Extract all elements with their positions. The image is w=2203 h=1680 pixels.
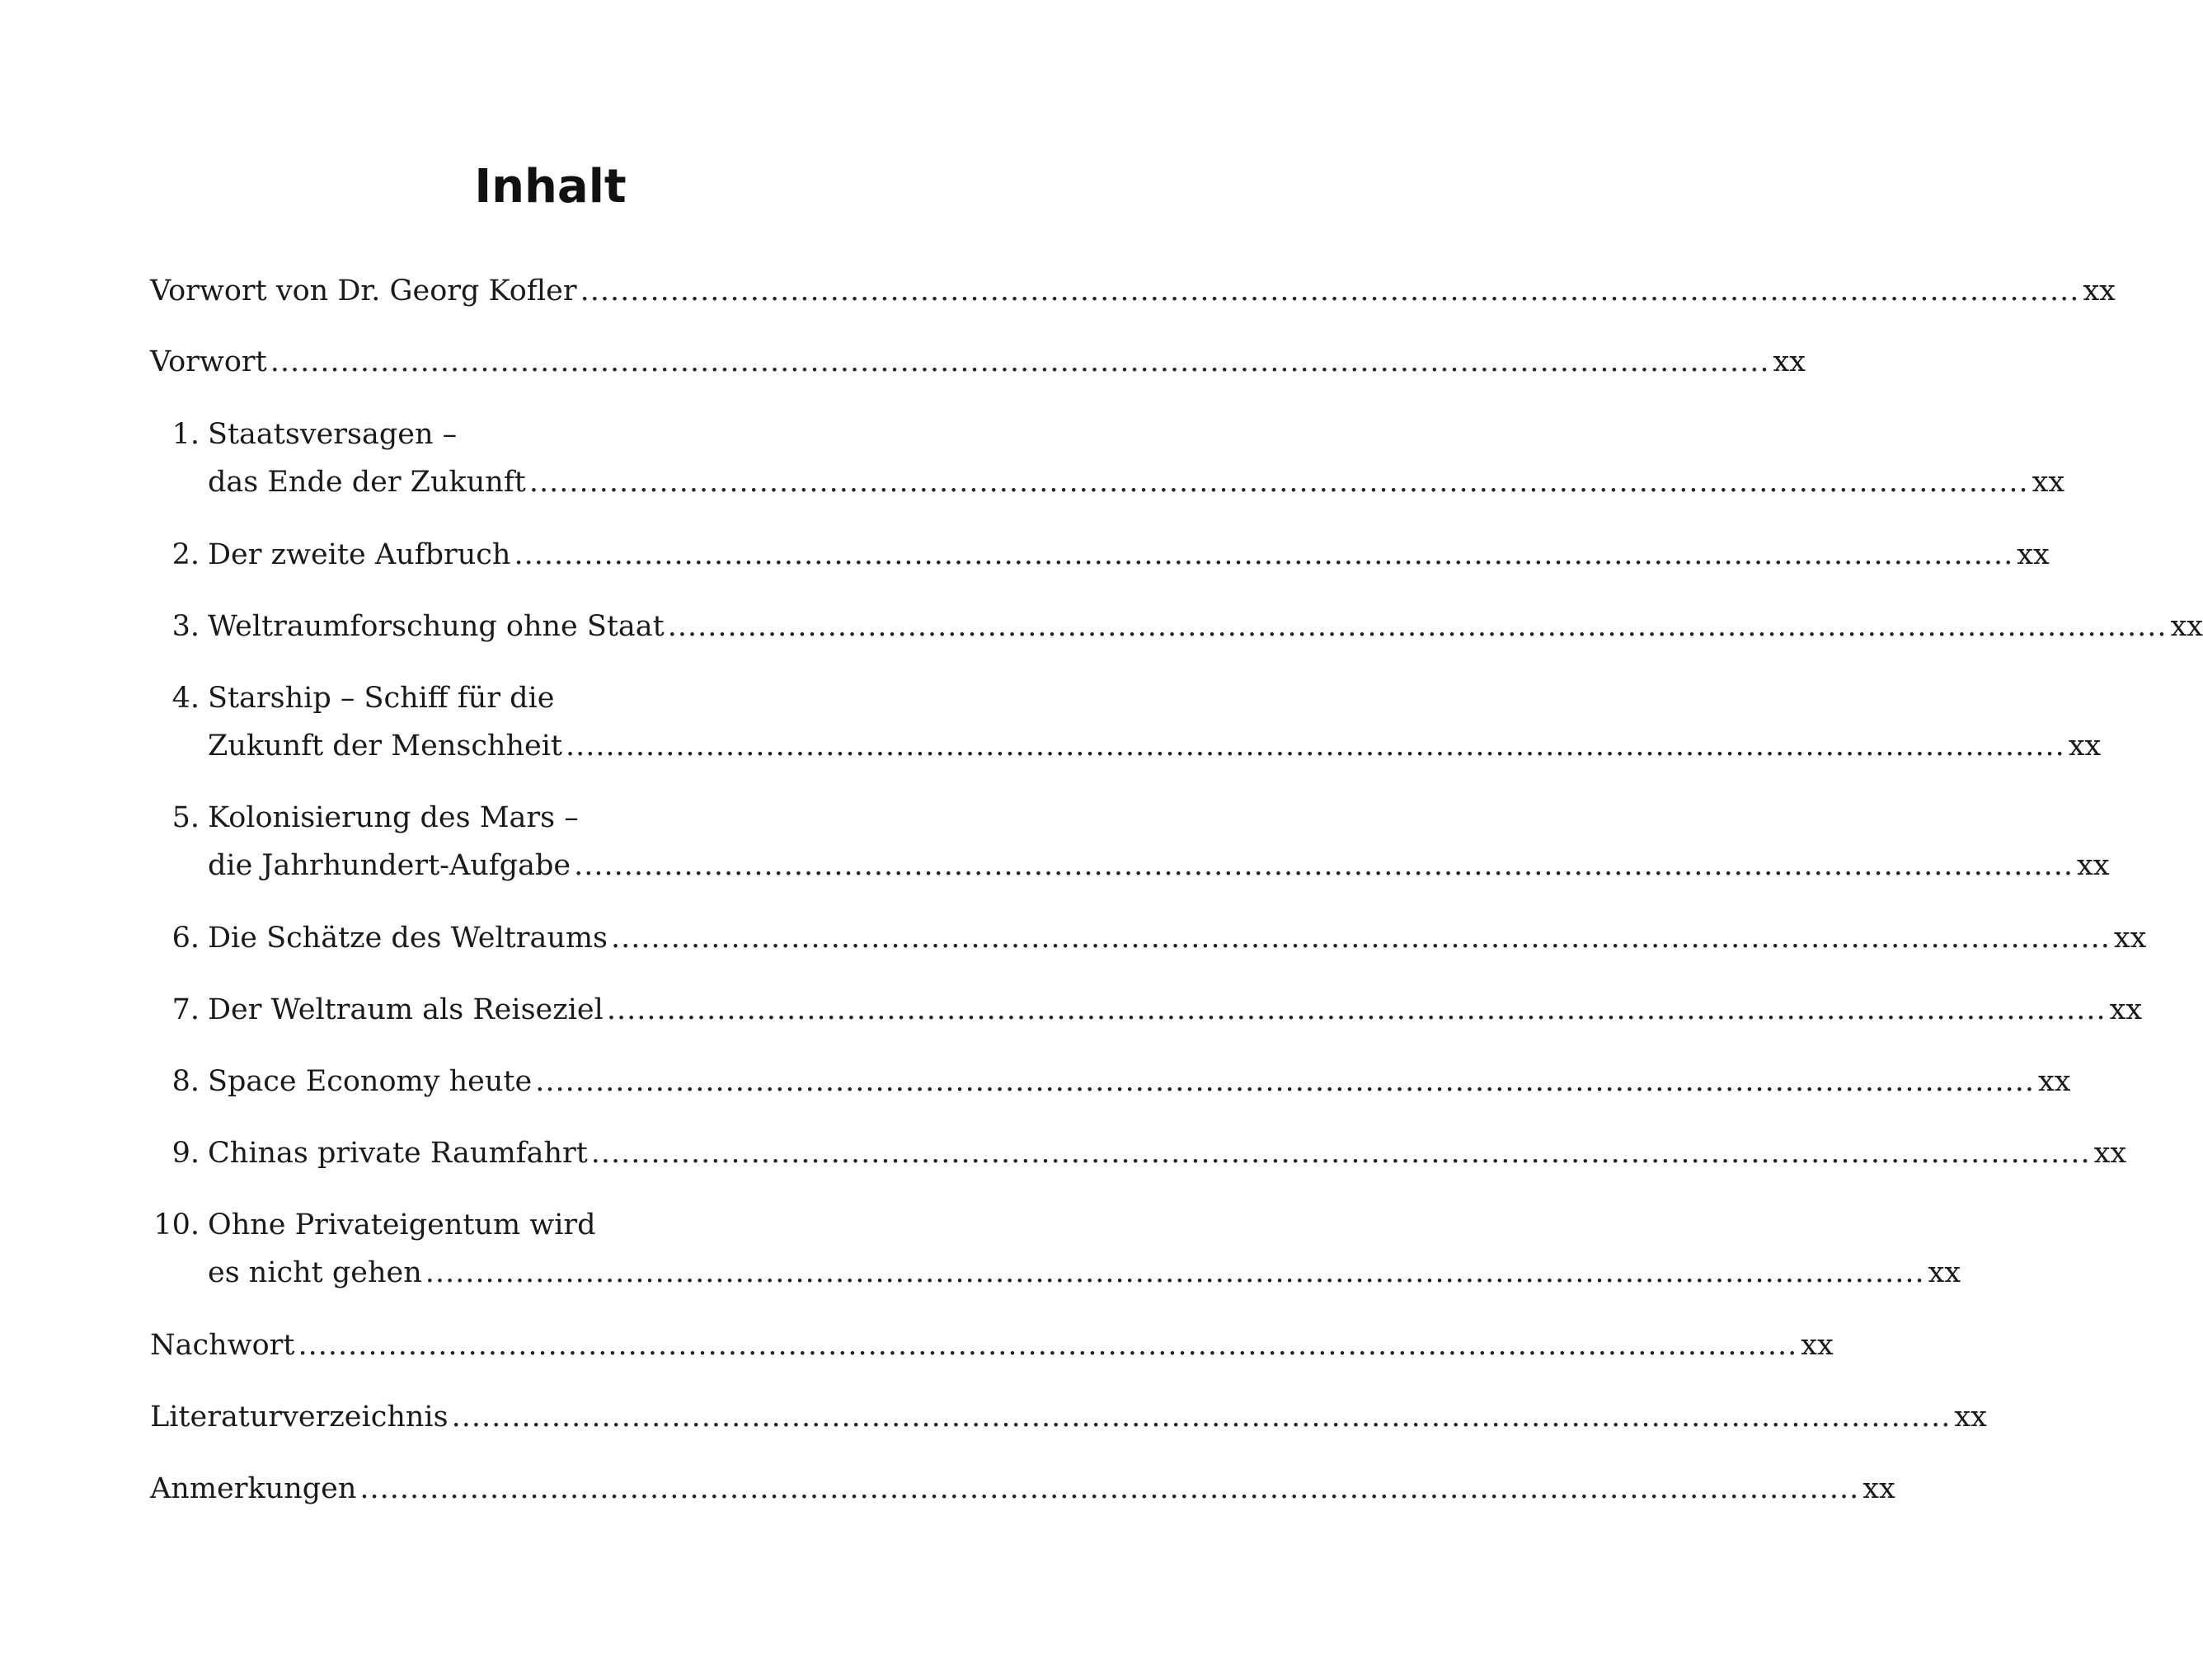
chapter-number: 5.: [171, 801, 200, 834]
toc-entry-chapter-8[interactable]: [150, 1058, 2071, 1105]
toc-page-number: xx: [2017, 538, 2050, 571]
toc-page-number: xx: [2109, 993, 2143, 1026]
toc-entry-title-continued: Zukunft der Menschheit: [208, 730, 562, 763]
toc-entry-title-continued: das Ende der Zukunft: [208, 466, 526, 499]
toc-entry-title: Der zweite Aufbruch: [208, 538, 511, 571]
toc-entry-title: Kolonisierung des Mars –: [208, 801, 579, 834]
toc-page-number: xx: [1862, 1472, 1895, 1505]
toc-entry-bibliography[interactable]: [150, 1393, 1987, 1441]
dot-leader: ......................................................................................................................................................: [359, 1472, 1860, 1505]
toc-entry-chapter-1[interactable]: [150, 411, 2065, 506]
toc-entry-title-continued: es nicht gehen: [208, 1256, 422, 1289]
dot-leader: ......................................................................................................................................................: [514, 538, 2014, 571]
toc-entry-title: Nachwort: [150, 1329, 295, 1362]
dot-leader: ......................................................................................................................................................: [606, 993, 2107, 1026]
toc-page-number: xx: [2093, 1137, 2127, 1170]
toc-entry-afterword[interactable]: [150, 1321, 1834, 1369]
toc-entry-title-continued: die Jahrhundert-Aufgabe: [208, 849, 571, 882]
chapter-number: 8.: [171, 1065, 200, 1098]
page-title: Inhalt: [474, 160, 627, 214]
toc-entry-chapter-4[interactable]: [150, 674, 2102, 770]
dot-leader: ......................................................................................................................................................: [535, 1065, 2036, 1098]
toc-entry-foreword-kofler[interactable]: [150, 267, 2116, 315]
dot-leader: ......................................................................................................................................................: [565, 730, 2065, 763]
toc-page-number: xx: [2170, 610, 2203, 643]
toc-entry-title: Chinas private Raumfahrt: [208, 1137, 588, 1170]
toc-entry-chapter-6[interactable]: [150, 914, 2147, 962]
chapter-number: 6.: [171, 922, 200, 955]
dot-leader: ......................................................................................................................................................: [298, 1329, 1798, 1362]
toc-entry-foreword[interactable]: [150, 338, 1806, 386]
toc-entry-title: Vorwort: [150, 345, 267, 378]
toc-page-number: xx: [1773, 345, 1806, 378]
toc-page-number: xx: [2113, 922, 2147, 955]
chapter-number: 9.: [171, 1137, 200, 1170]
toc-page-number: xx: [1801, 1329, 1834, 1362]
chapter-number: 7.: [171, 993, 200, 1026]
chapter-number: 2.: [171, 538, 200, 571]
toc-page-number: xx: [1954, 1401, 1987, 1434]
toc-page-number: xx: [2038, 1065, 2071, 1098]
toc-entry-title: Literaturverzeichnis: [150, 1401, 449, 1434]
chapter-number: 10.: [153, 1208, 200, 1241]
toc-page-number: xx: [2068, 730, 2102, 763]
toc-entry-title: Weltraumforschung ohne Staat: [208, 610, 665, 643]
toc-entry-notes[interactable]: [150, 1465, 1895, 1513]
toc-entry-chapter-3[interactable]: [150, 603, 2203, 650]
toc-entry-title: Die Schätze des Weltraums: [208, 922, 608, 955]
chapter-number: 1.: [171, 418, 200, 451]
toc-entry-chapter-2[interactable]: [150, 531, 2050, 579]
toc-entry-title: Anmerkungen: [150, 1472, 357, 1505]
toc-entry-chapter-5[interactable]: [150, 794, 2110, 889]
dot-leader: ......................................................................................................................................................: [528, 466, 2029, 499]
toc-entry-title: Starship – Schiff für die: [208, 682, 555, 715]
dot-leader: ......................................................................................................................................................: [574, 849, 2074, 882]
dot-leader: ......................................................................................................................................................: [590, 1137, 2091, 1170]
toc-entry-chapter-9[interactable]: [150, 1129, 2127, 1177]
chapter-number: 3.: [171, 610, 200, 643]
toc-entry-title: Staatsversagen –: [208, 418, 458, 451]
toc-page-number: xx: [1928, 1256, 1961, 1289]
toc-page-number: xx: [2083, 275, 2116, 307]
chapter-number: 4.: [171, 682, 200, 715]
dot-leader: ......................................................................................................................................................: [425, 1256, 1925, 1289]
toc-entry-title: Ohne Privateigentum wird: [208, 1208, 596, 1241]
dot-leader: ......................................................................................................................................................: [270, 345, 1770, 378]
dot-leader: ......................................................................................................................................................: [451, 1401, 1952, 1434]
toc-entry-title: Vorwort von Dr. Georg Kofler: [150, 275, 577, 307]
toc-page-number: xx: [2076, 849, 2110, 882]
dot-leader: ......................................................................................................................................................: [667, 610, 2168, 643]
toc-page-number: xx: [2032, 466, 2065, 499]
toc-entry-chapter-10[interactable]: [150, 1201, 1961, 1297]
toc-entry-title: Space Economy heute: [208, 1065, 533, 1098]
dot-leader: ......................................................................................................................................................: [580, 275, 2080, 307]
toc-entry-title: Der Weltraum als Reiseziel: [208, 993, 604, 1026]
toc-entry-chapter-7[interactable]: [150, 986, 2143, 1034]
dot-leader: ......................................................................................................................................................: [611, 922, 2111, 955]
